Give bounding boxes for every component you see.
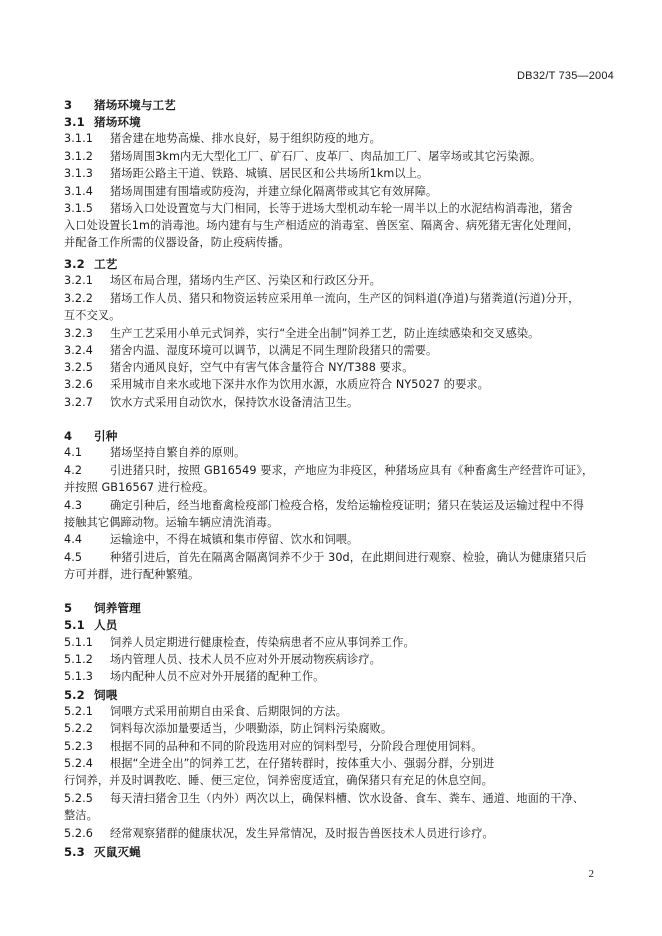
clause-number: 5.2.1 <box>64 705 93 718</box>
clause-line <box>64 499 584 513</box>
clause-number: 5.2.4 <box>64 757 93 770</box>
clause-line <box>64 705 347 719</box>
clause-line <box>64 636 415 650</box>
clause-text: 方可并群，进行配种繁殖。 <box>64 568 200 581</box>
paragraph-continuation <box>64 809 98 823</box>
clause-number: 5.1.1 <box>64 636 93 649</box>
clause-number: 5.3 <box>64 845 85 859</box>
section-heading <box>64 601 141 615</box>
clause-line <box>64 827 494 841</box>
section-heading <box>64 618 117 632</box>
clause-text: 猪舍内通风良好，空气中有害气体含量符合 NY/T388 要求。 <box>110 361 414 374</box>
clause-text: 猪舍内温、湿度环境可以调节，以满足不同生理阶段猪只的需要。 <box>110 344 438 357</box>
clause-text: 猪场距公路主干道、铁路、城镇、居民区和公共场所1km以上。 <box>110 167 429 180</box>
clause-line <box>64 327 539 341</box>
clause-number: 4.2 <box>64 464 83 477</box>
clause-text: 经常观察猪群的健康状况，发生异常情况，及时报告兽医技术人员进行诊疗。 <box>110 827 494 840</box>
clause-text: 生产工艺采用小单元式饲养，实行“全进全出制”饲养工艺，防止连续感染和交叉感染。 <box>110 327 540 340</box>
clause-number: 4.3 <box>64 499 83 512</box>
clause-line <box>64 167 428 181</box>
clause-text: 饲喂 <box>94 688 118 702</box>
paragraph-continuation <box>64 236 290 250</box>
paragraph-continuation <box>64 309 120 323</box>
clause-text: 场内配种人员不应对外开展猪的配种工作。 <box>110 670 325 683</box>
clause-text: 猪场入口处设置宽与大门相同，长等于进场大型机动车轮一周半以上的水泥结构消毒池，猪舍 <box>110 202 573 215</box>
clause-text: 猪场环境与工艺 <box>94 98 176 112</box>
clause-text: 饮水方式采用自动饮水，保持饮水设备清洁卫生。 <box>110 396 359 409</box>
clause-number: 3.1.5 <box>64 202 93 215</box>
clause-line <box>64 396 358 410</box>
clause-text: 猪场坚持自繁自养的原则。 <box>110 446 246 459</box>
clause-text: 人员 <box>94 618 118 632</box>
clause-number: 3.2 <box>64 257 85 271</box>
clause-text: 场内管理人员、技术人员不应对外开展动物疾病诊疗。 <box>110 653 381 666</box>
clause-line <box>64 185 437 199</box>
clause-number: 3.2.5 <box>64 361 93 374</box>
clause-number: 3.2.4 <box>64 344 93 357</box>
clause-text: 种猪引进后，首先在隔离舍隔离饲养不少于 30d，在此期间进行观察、检验，确认为健康猪只后 <box>110 551 587 564</box>
clause-text: 场区布局合理，猪场内生产区、污染区和行政区分开。 <box>110 274 381 287</box>
clause-number: 3.2.1 <box>64 274 93 287</box>
section-heading <box>64 257 117 271</box>
clause-line <box>64 533 358 547</box>
clause-text: 并配备工作所需的仪器设备，防止疫病传播。 <box>64 236 290 249</box>
clause-line <box>64 464 593 478</box>
clause-number: 3.2.6 <box>64 378 93 391</box>
clause-text: 工艺 <box>94 257 118 271</box>
clause-number: 3.2.3 <box>64 327 93 340</box>
section-heading <box>64 115 141 129</box>
clause-line <box>64 792 584 806</box>
paragraph-continuation <box>64 219 579 233</box>
clause-number: 5.1.2 <box>64 653 93 666</box>
clause-text: 猪场周围3km内无大型化工厂、矿石厂、皮革厂、肉品加工厂、屠宰场或其它污染源。 <box>110 150 542 163</box>
clause-number: 5.2.3 <box>64 740 93 753</box>
clause-text: 引进猪只时，按照 GB16549 要求，产地应为非疫区，种猪场应具有《种畜禽生产经营许可证》， <box>110 464 594 477</box>
clause-line <box>64 740 483 754</box>
clause-line <box>64 378 489 392</box>
clause-number: 4.4 <box>64 533 83 546</box>
clause-line <box>64 551 587 565</box>
clause-line <box>64 292 579 306</box>
clause-number: 3.1.4 <box>64 185 93 198</box>
section-heading <box>64 429 117 443</box>
paragraph-continuation <box>64 481 214 495</box>
clause-number: 5.2.2 <box>64 722 93 735</box>
clause-text: 整洁。 <box>64 809 98 822</box>
paragraph-continuation <box>64 516 278 530</box>
clause-text: 接触其它偶蹄动物。运输车辆应清洗消毒。 <box>64 516 279 529</box>
clause-text: 饲养管理 <box>94 601 141 615</box>
paragraph-continuation <box>64 774 493 788</box>
clause-line <box>64 202 573 216</box>
clause-number: 3.1.2 <box>64 150 93 163</box>
clause-number: 5.2.5 <box>64 792 93 805</box>
clause-number: 3.1.3 <box>64 167 93 180</box>
clause-line <box>64 670 324 684</box>
clause-text: 确定引种后，经当地畜禽检疫部门检疫合格，发给运输检疫证明；猪只在装运及运输过程中不得 <box>110 499 585 512</box>
clause-number: 5 <box>64 601 73 615</box>
clause-line <box>64 344 437 358</box>
clause-text: 行饲养，并及时调教吃、睡、便三定位，饲养密度适宜，确保猪只有充足的休息空间。 <box>64 774 493 787</box>
clause-line <box>64 446 245 460</box>
section-heading <box>64 845 141 859</box>
section-heading <box>64 688 117 702</box>
clause-line <box>64 722 392 736</box>
clause-text: 根据“全进全出”的饲养工艺，在仔猪转群时，按体重大小、强弱分群，分别进 <box>110 757 495 770</box>
clause-number: 4.5 <box>64 551 83 564</box>
page-number: 2 <box>588 868 594 880</box>
clause-text: 猪场环境 <box>94 115 141 129</box>
paragraph-continuation <box>64 568 199 582</box>
clause-text: 灭鼠灭蝇 <box>94 845 141 859</box>
clause-text: 根据不同的品种和不同的阶段选用对应的饲料型号，分阶段合理使用饲料。 <box>110 740 483 753</box>
clause-line <box>64 150 541 164</box>
clause-number: 5.2.6 <box>64 827 93 840</box>
clause-line <box>64 653 381 667</box>
clause-line <box>64 274 381 288</box>
clause-text: 运输途中，不得在城镇和集市停留、饮水和饲喂。 <box>110 533 359 546</box>
clause-line <box>64 132 381 146</box>
clause-number: 3.1 <box>64 115 85 129</box>
clause-line <box>64 361 414 375</box>
clause-number: 4.1 <box>64 446 83 459</box>
clause-number: 5.2 <box>64 688 85 702</box>
clause-text: 猪舍建在地势高燥、排水良好，易于组织防疫的地方。 <box>110 132 381 145</box>
clause-text: 饲料每次添加量要适当，少喂勤添，防止饲料污染腐败。 <box>110 722 393 735</box>
clause-text: 互不交叉。 <box>64 309 121 322</box>
clause-text: 采用城市自来水或地下深井水作为饮用水源，水质应符合 NY5027 的要求。 <box>110 378 489 391</box>
clause-text: 入口处设置长1m的消毒池。场内建有与生产相适应的消毒室、兽医室、隔离舍、病死猪无害化处理间， <box>64 219 579 232</box>
clause-line <box>64 757 494 771</box>
clause-text: 饲养人员定期进行健康检查，传染病患者不应从事饲养工作。 <box>110 636 415 649</box>
clause-number: 4 <box>64 429 73 443</box>
clause-text: 饲喂方式采用前期自由采食、后期限饲的方法。 <box>110 705 348 718</box>
clause-number: 3.2.2 <box>64 292 93 305</box>
clause-number: 3 <box>64 98 73 112</box>
clause-text: 并按照 GB16567 进行检疫。 <box>64 481 215 494</box>
clause-text: 猪场工作人员、猪只和物资运转应采用单一流向，生产区的饲料道(净道)与猪粪道(污道)分开， <box>110 292 580 305</box>
clause-number: 3.2.7 <box>64 396 93 409</box>
clause-number: 5.1.3 <box>64 670 93 683</box>
clause-text: 每天清扫猪舍卫生（内外）两次以上，确保料槽、饮水设备、食车、粪车、通道、地面的干净、 <box>110 792 585 805</box>
document-code: DB32/T 735—2004 <box>517 70 614 82</box>
clause-number: 5.1 <box>64 618 85 632</box>
clause-number: 3.1.1 <box>64 132 93 145</box>
clause-text: 引种 <box>94 429 118 443</box>
section-heading <box>64 98 176 112</box>
clause-text: 猪场周围建有围墙或防疫沟，并建立绿化隔离带或其它有效屏障。 <box>110 185 438 198</box>
